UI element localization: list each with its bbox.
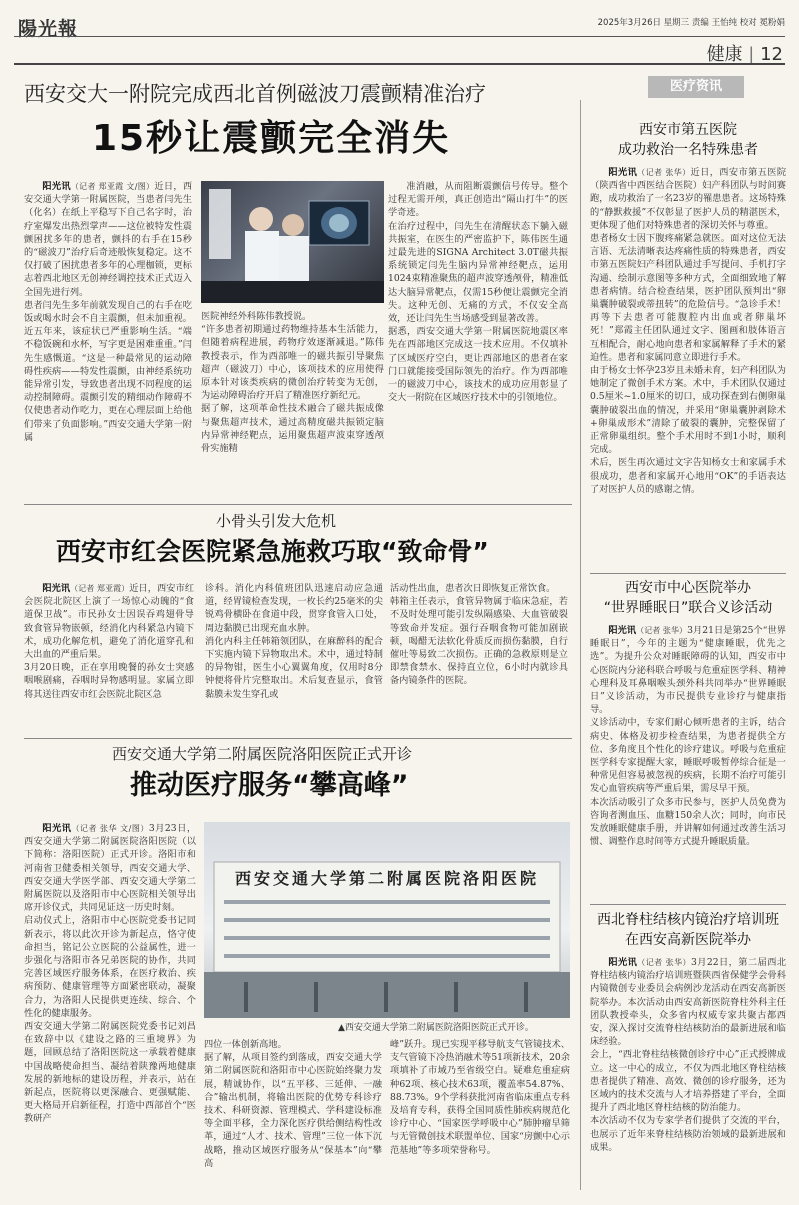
article2-headline: 西安市红会医院紧急施救巧取“致命骨” xyxy=(56,537,489,566)
column-tag: 医疗资讯 xyxy=(648,76,744,98)
article2-byline: 阳光讯 xyxy=(42,583,71,594)
operating-room-illustration xyxy=(201,181,384,303)
article3-col3-text: 峰”跃升。现已实现平移导航支气管镜技术、支气管镜下冷热消融术等51项新技术，20余项填补了市域乃至省级空白。疑难危重症病种62项、核心技术63项，覆盖率54.87%、88.73%。9个学科获批河南省临床重点专科及培育专科，获得全国同质性肺疾病规范化诊疗中心、“国家医学呼吸中心”肺肿瘤早筛与无管微创技术联盟单位、国家“房颤中心示范基地”等多项荣誉称号。 xyxy=(390,1039,570,1156)
article2-byline-note: （记者 郑亚霞） xyxy=(70,584,130,593)
article3-col1 xyxy=(24,822,196,1190)
article3-photo xyxy=(204,822,570,1018)
sidebar3-title-line1: 西北脊柱结核内镜治疗培训班 xyxy=(597,912,779,928)
article3-caption: ▲西安交通大学第二附属医院洛阳医院正式开诊。 xyxy=(338,1023,534,1033)
article1-kicker: 西安交大一附院完成西北首例磁波刀震颤精准治疗 xyxy=(24,82,486,106)
article1-col3-text: 准消融，从而阻断震颤信号传导。整个过程无需开颅，真正创造出“隔山打牛”的医学奇迹。 在治疗过程中，闫先生在清醒状态下躺入磁共振室，在医生的严密监护下，陈伟医生通过最先进的SIGNA Architect 3.0T磁共振系统锁定闫先生脑内异常神经靶点，运用1024束精准聚焦的超声波穿透颅骨，精准低达大脑异常靶点，仅需15秒便让震颤完全消失。这种无创、无痛的方式，不仅安全高效，还让闫先生当场感受到显著改善。 据悉，西安交通大学第一附属医院地震区率先在西部地区完成这一技术应用。不仅填补了区域医疗空白，更让西部地区的患者在家门口就能接受国际领先的治疗。作为西部唯一的磁波刀中心，该技术的成功应用彰显了交大一附院在区域医疗技术中的引领地位。 xyxy=(388,181,568,404)
page-number: 12 xyxy=(760,44,783,65)
sidebar2-byline-note: （记者 张华） xyxy=(636,626,688,635)
article3-byline-note: （记者 张华 文/图） xyxy=(71,824,149,833)
article1-col2-text: 医院神经外科陈伟教授说。 “许多患者初期通过药物维持基本生活能力，但随着病程进展，药物疗效逐渐减退。”陈伟教授表示，作为西部唯一的磁共振引导聚焦超声（磁波刀）中心，该项技术的应用使得原本针对该类疾病的微创治疗转变为无创，为运动障碍治疗开启了精准医疗新纪元。 据了解，这项革命性技术融合了磁共振成像与聚焦超声技术，通过高精度磁共振锁定脑内异常神经靶点，运用聚焦超声波束穿透颅骨实施精 xyxy=(201,311,384,455)
sidebar1-byline: 阳光讯 xyxy=(608,167,638,178)
article3-col2 xyxy=(204,1038,382,1190)
sidebar-divider xyxy=(590,904,786,905)
header-rule-top xyxy=(14,36,785,37)
article3-byline: 阳光讯 xyxy=(42,823,72,834)
article2-col1 xyxy=(24,582,194,732)
newspaper-logo: 陽光報 xyxy=(18,18,79,40)
article3-headline: 推动医疗服务“攀高峰” xyxy=(130,770,409,801)
sidebar2-title xyxy=(590,578,786,618)
sidebar2-body: 3月21日是第25个“世界睡眠日”，今年的主题为“健康睡眠，优先之选”。为提升公众对睡眠障碍的认知，西安市中心医院内分泌科联合呼吸与危重症医学科、精神心理科及耳鼻咽喉头颈外科共同举办“世界睡眠日”义诊活动，为市民提供专业诊疗与健康指导。 义诊活动中，专家们耐心倾听患者的主诉，结合病史、体格及初步检查结果，为患者提供全方位、多角度且个性化的诊疗建议。呼吸与危重症医学科专家提醒大家，睡眠呼吸暂停综合征是一种常见但容易被忽视的疾病，长期不治疗可能引发心血管疾病等严重后果，需尽早干预。 本次活动吸引了众多市民参与，医护人员免费为咨询者测血压、血糖150余人次；同时，向市民发放睡眠健康手册，并讲解如何通过改善生活习惯、调整作息时间等方式提升睡眠质量。 xyxy=(590,625,786,848)
article1-photo xyxy=(201,181,384,303)
sidebar2-byline: 阳光讯 xyxy=(608,625,637,636)
article1-col1-text: 近日，西安交通大学第一附属医院，当患者闫先生（化名）在纸上平稳写下自己名字时，治疗室爆发出热烈掌声——这位被特发性震颤困扰多年的患者，颤抖的右手在15秒的“磁波刀”治疗后奇迹般恢复稳定。这不仅打破了困扰患者多年的心理枷锁，更标志着西北地区无创神经调控技术正式迈入全国先进行列。 患者闫先生多年前就发现自己的右手在吃饭或喝水时会不自主震颤，但未加重视。近五年来，该症状已严重影响生活。“端不稳饭碗和水杯，写字更是困难重重。”闫先生感慨道。“这是一种最常见的运动障碍性疾病——特发性震颤，由神经系统功能异常引发，导致患者出现不同程度的运动控制障碍。震颤引发的精细动作障碍不仅使患者动作吃力，更在心理层面上给他们带来了负面影响。”西安交通大学第一附属 xyxy=(24,181,192,443)
sidebar1-text xyxy=(590,166,786,570)
sidebar1-title-line2: 成功救治一名特殊患者 xyxy=(618,142,758,158)
building-sign: 西安交通大学第二附属医院洛阳医院 xyxy=(234,869,539,888)
sidebar1-body: 近日，西安市第五医院（陕西省中西医结合医院）妇产科团队与时间赛跑，成功救治了一名23岁的罹患患者。这场特殊的“静默救援”不仅彰显了医护人员的精湛医术，更体现了他们对特殊患者的深切关怀与尊重。 患者杨女士因下腹疼痛紧急就医。面对这位无法言语、无法清晰表达疼痛性质的特殊患者，西安市第五医院妇产科团队通过手写提问、手机打字沟通、绘制示意图等多种方式，全面细致地了解患者病情。结合检查结果，医护团队预判出“卵巢囊肿破裂或蒂扭转”的危险信号。“急诊手术！再等下去患者可能腹腔内出血或者卵巢坏死！”郑霞主任团队通过文字、图画和肢体语言互相配合，耐心地向患者和家属解释了手术的紧迫性。患者和家属同意立即进行手术。 由于杨女士怀孕23岁且未婚未育，妇产科团队为她制定了微创手术方案。术中，手术团队仅通过0.5厘米~1.0厘米的切口，成功探查到右侧卵巢囊肿破裂出血的情况，并采用“卵巢囊肿剥除术+卵巢成形术”清除了破裂的囊肿，完整保留了正常卵巢组织。整个手术用时不到1小时，顺利完成。 术后，医生再次通过文字告知杨女士和家属手术很成功，患者和家属开心地用“OK”的手语表达了对医护人员的感谢之情。 xyxy=(590,167,786,495)
sidebar3-title-line2: 在西安高新医院举办 xyxy=(625,932,751,948)
article3-col2-text: 四位一体创新高地。 据了解，从项目签约到落成，西安交通大学第二附属医院和洛阳市中心医院始终聚力发展，精诚协作，以“五平移、三延伸、一融合”输出机制，将输出医院的优势专科诊疗技术、科研资源、管理模式、学科建设标准等全面平移，全力深化医疗供给侧结构性改革，通过“人才、技术、管理”三位一体下沉战略，推动区域医疗服务从“保基本”向“攀高 xyxy=(204,1039,382,1169)
sidebar2-title-line1: 西安市中心医院举办 xyxy=(625,580,751,596)
article1-headline: 15秒让震颤完全消失 xyxy=(92,118,451,159)
sidebar3-text xyxy=(590,956,786,1190)
sidebar3-byline-note: （记者 张华） xyxy=(637,958,691,967)
sidebar2-text xyxy=(590,624,786,900)
section-name: 健康 xyxy=(706,44,743,65)
article2-kicker: 小骨头引发大危机 xyxy=(216,512,337,530)
article1-byline-note: （记者 郑亚霞 文/图） xyxy=(70,182,155,191)
column-divider xyxy=(580,100,581,1190)
sidebar-divider xyxy=(590,573,786,574)
article1-col2 xyxy=(201,310,384,502)
hospital-building-illustration xyxy=(204,822,570,1018)
article-divider xyxy=(24,738,572,739)
article2-col3 xyxy=(390,582,568,732)
sidebar3-byline: 阳光讯 xyxy=(608,957,638,968)
sidebar1-title xyxy=(590,120,786,160)
sidebar3-title xyxy=(590,910,786,950)
article1-col1 xyxy=(24,180,192,498)
section-label: 健康 | 12 xyxy=(706,44,783,65)
sidebar1-title-line1: 西安市第五医院 xyxy=(639,122,737,138)
article3-col3 xyxy=(390,1038,570,1190)
article2-col2 xyxy=(205,582,383,732)
article1-col3 xyxy=(388,180,568,498)
issue-meta: 2025年3月26日 星期三 责编 王怡纯 校对 冕粉娟 xyxy=(597,18,785,28)
article2-col2-text: 诊科。消化内科值班团队迅速启动应急通道，经胃镜检查发现，一枚长约25毫米的尖锐鸡骨横卧在食道中段，贯穿食管入口处，周边黏膜已出现充血水肿。 消化内科主任韩箱领团队，在麻醉科的配合下实施内镜下异物取出术。术中，通过特制的异物钳，医生小心翼翼角度，仅用时8分钟便将骨片完整取出。术后复查显示，食管黏膜未发生穿孔或 xyxy=(205,583,383,700)
header-rule-bottom xyxy=(14,63,785,65)
sidebar3-body: 3月22日，第二届西北脊柱结核内镜治疗培训班暨陕西省保健学会骨科内镜微创专业委员会病例沙龙活动在西安高新医院举办。本次活动由西安高新医院脊柱外科主任团队教授牵头，众多省内权威专家共聚古都西安，深入探讨交流脊柱结核防治的最新进展和临床经验。 会上，“西北脊柱结核微创诊疗中心”正式授牌成立。这一中心的成立，不仅为西北地区脊柱结核患者提供了精准、高效、微创的诊疗服务，还为区域内的技术交流与人才培养搭建了平台，全面提升了西北地区脊柱结核的防治能力。 本次活动不仅为专家学者们提供了交流的平台，也展示了近年来脊柱结核防治领域的最新进展和成果。 xyxy=(590,957,786,1153)
article2-col3-text: 活动性出血，患者次日即恢复正常饮食。 韩箱主任表示，食管异物属于临床急症，若不及时处理可能引发纵隔感染、大血管破裂等致命并发症。强行吞咽食物可能加剧嵌顿，喝醋无法软化骨质反而损伤黏膜，自行催吐等易致二次损伤。正确的急救原则是立即禁食禁水、保持直立位，6小时内就诊具备内镜条件的医院。 xyxy=(390,583,568,687)
sidebar1-byline-note: （记者 张华） xyxy=(637,168,691,177)
sidebar2-title-line2: “世界睡眠日”联合义诊活动 xyxy=(603,600,773,616)
article-divider xyxy=(24,504,572,505)
article2-col1-text: 近日，西安市红会医院北院区上演了一场惊心动魄的“食道保卫战”。市民孙女士因误吞鸡翅骨导致食管异物嵌顿，经消化内科紧急内镜下术，成功化解危机，避免了消化道穿孔和大出血的严重后果。 3月20日晚，正在享用晚餐的孙女士突感咽喉剧痛，吞咽时异物感明显。家属立即将其送往西安市红会医院北院区急 xyxy=(24,583,194,700)
article3-col1-text: 3月23日，西安交通大学第二附属医院洛阳医院（以下简称：洛阳医院）正式开诊。洛阳市和河南省卫健委相关领导，西安交通大学、西安交通大学医学部、西安交通大学第二附属医院以及洛阳市中心医院相关领导出席开诊仪式，共同见证这一历史时刻。 启动仪式上，洛阳市中心医院党委书记同新表示，将以此次开诊为新起点，恪守使命担当，铭记公立医院的公益属性，进一步强化与洛阳市各兄弟医院的协作，共同完善区域医疗服务体系，在医疗救治、疾病预防、健康管理等方面紧密联动，凝聚合力，为洛阳人民提供更连续、综合、个性化的健康服务。 西安交通大学第二附属医院党委书记刘昌在致辞中以《建设之路的三重境界》为题，回顾总结了洛阳医院这一承载着健康中国战略使命担当、凝结着陕豫两地健康发展的新地标的建设历程，并表示，站在新起点，医院将以更深融合、更强赋能、更大格局开启新征程，打造中西部首个“医教研产 xyxy=(24,823,196,1125)
article1-byline: 阳光讯 xyxy=(42,181,71,192)
article3-kicker: 西安交通大学第二附属医院洛阳医院正式开诊 xyxy=(112,745,413,763)
